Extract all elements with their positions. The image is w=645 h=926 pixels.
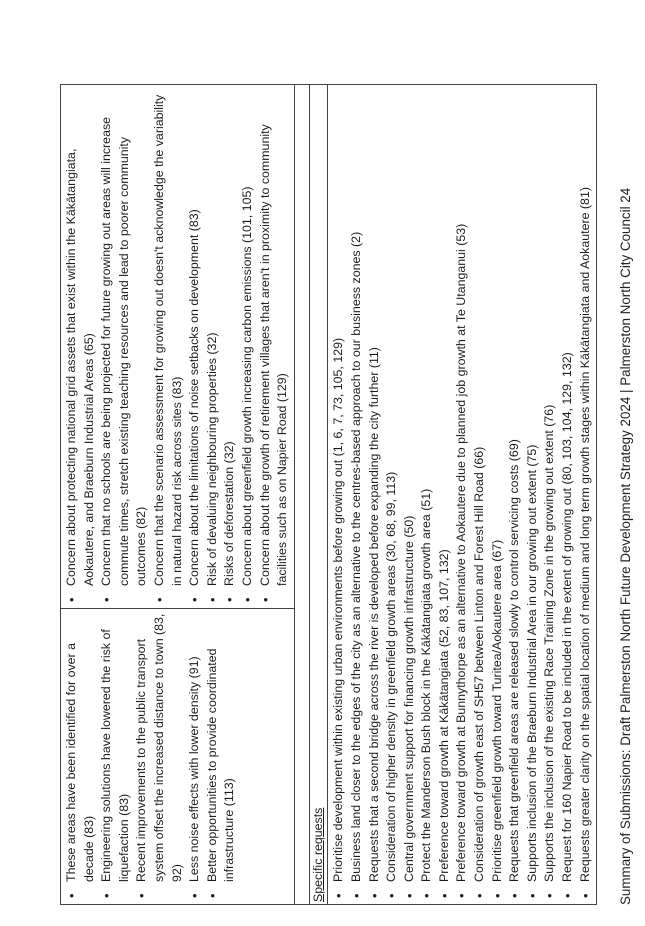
list-item: • Requests greater clarity on the spatial location of medium and long term growth stages within Kākātangiata and Aokautere (81) [577, 89, 595, 882]
list-item: • Concern about the growth of retirement villages that aren't in proximity to community facilities such as on Napier Road (129) [257, 89, 292, 586]
table-row [309, 85, 597, 905]
list-item: • Concern that the scenario assessment for growing out doesn't acknowledge the variability in natural hazard risk across sites (83) [151, 89, 186, 586]
list-item: • Request for 160 Napier Road to be included in the extent of growing out (80, 103, 104, 129, 132) [559, 89, 577, 882]
list-item: • Concern about protecting national grid assets that exist within the Kākātangiata, Aokautere, and Braeburn Industrial Areas (65) [63, 89, 98, 586]
specific-requests-heading: Specific requests [310, 807, 325, 902]
spacer-cell [294, 609, 309, 905]
list-item: • Consideration of growth east of SH57 between Linton and Forest Hill Road (66) [471, 89, 489, 882]
list-item: • Risk of devaluing neighbouring properties (32) [204, 89, 222, 586]
list-item: • Preference toward growth at Bunnythorpe as an alternative to Aokautere due to planned job growth at Te Utanganui (53) [453, 89, 471, 882]
list-item: • Central government support for financing growth infrastructure (50) [401, 89, 419, 882]
list-item: • Business land closer to the edges of the city as an alternative to the centres-based approach to our business zones (2) [348, 89, 366, 882]
left-column-cell [61, 609, 295, 905]
list-item: • Engineering solutions have lowered the risk of liquefaction (83) [98, 613, 133, 882]
list-item: • Risks of deforestation (32) [221, 89, 239, 586]
spacer-row [294, 85, 309, 905]
list-item: • Protect the Manderson Bush block in the Kākātangiata growth area (51) [418, 89, 436, 882]
list-item: • Concern about greenfield growth increasing carbon emissions (101, 105) [239, 89, 257, 586]
list-item: • These areas have been identified for over a decade (83) [63, 613, 98, 882]
list-item: • Better opportunities to provide coordinated infrastructure (113) [204, 613, 239, 882]
list-item: • Requests that greenfield areas are released slowly to control servicing costs (69) [506, 89, 524, 882]
list-item: • Recent improvements to the public transport system offset the increased distance to town (83, 92) [133, 613, 186, 882]
list-item: • Preference toward growth at Kākātangiata (52, 83, 107, 132) [436, 89, 454, 882]
list-item: • Prioritise greenfield growth toward Turitea/Aokautere area (67) [489, 89, 507, 882]
list-item: • Supports the inclusion of the existing Race Training Zone in the growing out extent (76) [541, 89, 559, 882]
list-item: • Concern about the limitations of noise setbacks on development (83) [186, 89, 204, 586]
list-item: • Requests that a second bridge across the river is developed before expanding the city further (11) [366, 89, 384, 882]
list-item: • Less noise effects with lower density (91) [186, 613, 204, 882]
page-footer: Summary of Submissions: Draft Palmerston North Future Development Strategy 2024 | Palmerston North City Council 24 [618, 187, 633, 905]
spacer-cell [294, 85, 309, 609]
specific-requests-list [330, 89, 594, 900]
list-item: • Concern that no schools are being projected for future growing out areas will increase commute times, stretch existing teaching resources and lead to poorer community outcomes (82) [98, 89, 151, 586]
submissions-table [60, 84, 597, 905]
table-row [61, 85, 295, 905]
specific-requests-cell [309, 85, 597, 905]
list-item: • Consideration of higher density in greenfield growth areas (30, 68, 99, 113) [383, 89, 401, 882]
list-item: • Prioritise development within existing urban environments before growing out (1, 6, 7, 73, 105, 129) [330, 89, 348, 882]
rotated-page [12, 25, 637, 905]
left-bullet-list [63, 613, 239, 900]
right-bullet-list [63, 89, 292, 604]
list-item: • Supports inclusion of the Braeburn Industrial Area in our growing out extent (75) [524, 89, 542, 882]
right-column-cell [61, 85, 295, 609]
